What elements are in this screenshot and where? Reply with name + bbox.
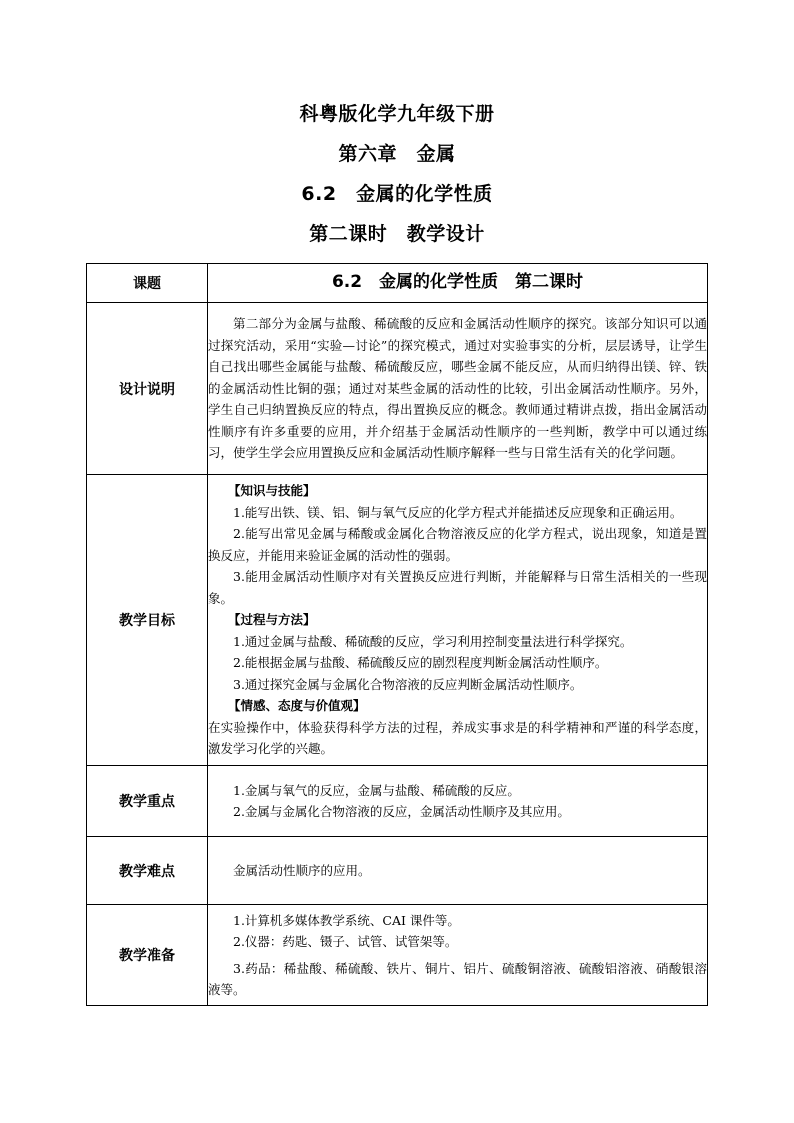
section-title: 6.2 金属的化学性质 [301, 183, 493, 205]
knowledge-item-1: 1.能写出铁、镁、铝、铜与氧气反应的化学方程式并能描述反应现象和正确运用。 [233, 504, 683, 520]
key-point-1: 1.金属与氧气的反应，金属与盐酸、稀硫酸的反应。 [233, 782, 520, 798]
table-row-preparation [87, 905, 708, 1006]
table-row-design [87, 303, 708, 475]
key-points-label: 教学重点 [87, 766, 208, 837]
topic-value: 6.2 金属的化学性质 第二课时 [208, 264, 708, 303]
chapter-title: 第六章 金属 [338, 143, 456, 165]
preparation-cell [208, 905, 708, 1006]
preparation-label: 教学准备 [87, 905, 208, 1006]
table-row-topic [87, 264, 708, 303]
difficulties-cell [208, 837, 708, 905]
objectives-cell [208, 475, 708, 766]
key-point-2: 2.金属与金属化合物溶液的反应，金属活动性顺序及其应用。 [233, 804, 570, 819]
preparation-item-2: 2.仪器：药匙、镊子、试管、试管架等。 [233, 934, 458, 949]
objectives-label: 教学目标 [87, 475, 208, 766]
knowledge-item-3: 3.能用金属活动性顺序对有关置换反应进行判断，并能解释与日常生活相关的一些现象。 [208, 569, 707, 606]
title-block [0, 104, 794, 264]
emotion-item-1: 在实验操作中，体验获得科学方法的过程，养成实事求是的科学精神和严谨的科学态度，激发学习化学的兴趣。 [208, 719, 707, 757]
table-row-key-points [87, 766, 708, 837]
process-item-3: 3.通过探究金属与金属化合物溶液的反应判断金属活动性顺序。 [233, 676, 583, 692]
process-item-1: 1.通过金属与盐酸、稀硫酸的反应，学习利用控制变量法进行科学探究。 [233, 633, 633, 649]
table-row-difficulties [87, 837, 708, 905]
preparation-item-1: 1.计算机多媒体教学系统、CAI 课件等。 [233, 912, 460, 928]
key-points-cell [208, 766, 708, 837]
knowledge-heading: 【知识与技能】 [228, 483, 316, 499]
table-row-objectives [87, 475, 708, 766]
lesson-plan-table [86, 263, 708, 1006]
design-cell [208, 303, 708, 475]
knowledge-item-2: 2.能写出常见金属与稀酸或金属化合物溶液反应的化学方程式，说出现象，知道是置换反应，并能用来验证金属的活动性的强弱。 [208, 526, 707, 563]
difficulty-1: 金属活动性顺序的应用。 [233, 862, 371, 878]
design-label: 设计说明 [87, 303, 208, 475]
process-item-2: 2.能根据金属与盐酸、稀硫酸反应的剧烈程度判断金属活动性顺序。 [233, 655, 608, 671]
preparation-item-3: 3.药品：稀盐酸、稀硫酸、铁片、铜片、铝片、硫酸铜溶液、硫酸铝溶液、硝酸银溶液等。 [208, 960, 707, 997]
emotion-heading: 【情感、态度与价值观】 [228, 698, 366, 714]
book-title: 科粤版化学九年级下册 [299, 103, 495, 125]
process-heading: 【过程与方法】 [228, 612, 316, 628]
topic-label: 课题 [87, 264, 208, 303]
lesson-title: 第二课时 教学设计 [309, 223, 485, 245]
difficulties-label: 教学难点 [87, 837, 208, 905]
design-text: 第二部分为金属与盐酸、稀硫酸的反应和金属活动性顺序的探究。该部分知识可以通过探究活动，采用“实验—讨论”的探究模式，通过对实验事实的分析，层层诱导，让学生自己找出哪些金属能与盐酸、稀硫酸反应，哪些金属不能反应，从而归纳得出镁、锌、铁的金属活动性比铜的强；通过对某些金属的活动性的比较，引出金属活动性顺序。另外，学生自己归纳置换反应的特点，得出置换反应的概念。教师通过精讲点拨，指出金属活动性顺序有许多重要的应用，并介绍基于金属活动性顺序的一些判断，教学中可以通过练习，使学生学会应用置换反应和金属活动性顺序解释一些与日常生活有关的化学问题。 [208, 316, 707, 461]
